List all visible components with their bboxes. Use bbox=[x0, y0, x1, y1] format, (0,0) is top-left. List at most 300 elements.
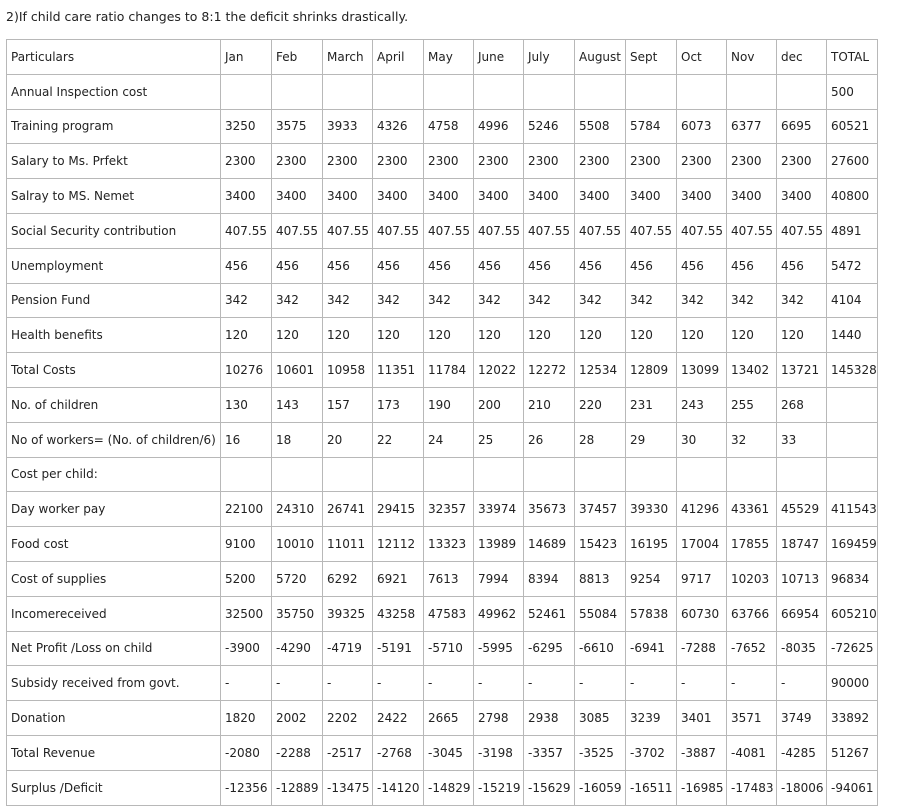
table-cell: 6073 bbox=[677, 109, 727, 144]
table-cell: -3702 bbox=[626, 735, 677, 770]
table-cell: - bbox=[221, 666, 272, 701]
table-row bbox=[7, 283, 878, 318]
table-cell: 2300 bbox=[373, 144, 424, 179]
table-cell: -5995 bbox=[474, 631, 524, 666]
table-cell: -94061 bbox=[827, 770, 878, 805]
table-cell: 3575 bbox=[272, 109, 323, 144]
column-header: Sept bbox=[626, 40, 677, 75]
table-cell: 407.55 bbox=[474, 213, 524, 248]
table-cell: 4996 bbox=[474, 109, 524, 144]
table-cell bbox=[221, 74, 272, 109]
table-cell: 29415 bbox=[373, 492, 424, 527]
table-cell: 3250 bbox=[221, 109, 272, 144]
table-cell: 9254 bbox=[626, 561, 677, 596]
table-cell: 45529 bbox=[777, 492, 827, 527]
table-cell: 7613 bbox=[424, 561, 474, 596]
table-cell: 24 bbox=[424, 422, 474, 457]
table-cell: -3525 bbox=[575, 735, 626, 770]
table-cell: 96834 bbox=[827, 561, 878, 596]
table-cell: 120 bbox=[626, 318, 677, 353]
table-cell: -12889 bbox=[272, 770, 323, 805]
table-cell bbox=[272, 74, 323, 109]
table-cell: 2422 bbox=[373, 701, 424, 736]
table-cell: 3400 bbox=[626, 179, 677, 214]
table-cell: 32357 bbox=[424, 492, 474, 527]
table-cell: 342 bbox=[323, 283, 373, 318]
table-cell: 30 bbox=[677, 422, 727, 457]
table-cell: 13989 bbox=[474, 527, 524, 562]
table-cell: 200 bbox=[474, 387, 524, 422]
table-cell: 10713 bbox=[777, 561, 827, 596]
table-cell bbox=[272, 457, 323, 492]
table-cell bbox=[727, 74, 777, 109]
table-cell bbox=[221, 457, 272, 492]
table-cell: 120 bbox=[373, 318, 424, 353]
table-cell: 51267 bbox=[827, 735, 878, 770]
table-cell: 39330 bbox=[626, 492, 677, 527]
table-cell: 342 bbox=[221, 283, 272, 318]
row-label: Unemployment bbox=[7, 248, 221, 283]
table-cell bbox=[827, 422, 878, 457]
table-cell: 407.55 bbox=[323, 213, 373, 248]
table-cell bbox=[575, 457, 626, 492]
table-cell: -2768 bbox=[373, 735, 424, 770]
header-row bbox=[7, 40, 878, 75]
table-cell: 32500 bbox=[221, 596, 272, 631]
table-cell: 20 bbox=[323, 422, 373, 457]
table-cell: -18006 bbox=[777, 770, 827, 805]
table-cell: 8394 bbox=[524, 561, 575, 596]
table-cell: -6941 bbox=[626, 631, 677, 666]
table-cell: 3400 bbox=[323, 179, 373, 214]
table-cell bbox=[626, 457, 677, 492]
table-cell bbox=[777, 74, 827, 109]
row-label: Subsidy received from govt. bbox=[7, 666, 221, 701]
table-cell: 3400 bbox=[272, 179, 323, 214]
table-cell: 2798 bbox=[474, 701, 524, 736]
table-cell: 6377 bbox=[727, 109, 777, 144]
table-cell: 500 bbox=[827, 74, 878, 109]
table-cell: 11351 bbox=[373, 353, 424, 388]
table-cell: -3045 bbox=[424, 735, 474, 770]
table-cell: 2300 bbox=[677, 144, 727, 179]
row-label: Total Costs bbox=[7, 353, 221, 388]
table-cell: 17855 bbox=[727, 527, 777, 562]
table-cell: 3400 bbox=[373, 179, 424, 214]
table-cell: 13402 bbox=[727, 353, 777, 388]
table-cell: 14689 bbox=[524, 527, 575, 562]
table-cell: 49962 bbox=[474, 596, 524, 631]
table-cell: 3400 bbox=[777, 179, 827, 214]
table-cell: -2517 bbox=[323, 735, 373, 770]
row-label: Donation bbox=[7, 701, 221, 736]
table-cell: 33 bbox=[777, 422, 827, 457]
table-cell: 3239 bbox=[626, 701, 677, 736]
table-cell: 407.55 bbox=[424, 213, 474, 248]
table-cell: -3900 bbox=[221, 631, 272, 666]
table-cell: 10276 bbox=[221, 353, 272, 388]
table-cell: -16511 bbox=[626, 770, 677, 805]
row-label: Annual Inspection cost bbox=[7, 74, 221, 109]
table-cell: 2300 bbox=[524, 144, 575, 179]
row-label: No of workers= (No. of children/6) bbox=[7, 422, 221, 457]
table-cell: 5200 bbox=[221, 561, 272, 596]
table-cell: - bbox=[677, 666, 727, 701]
table-cell: 6921 bbox=[373, 561, 424, 596]
table-cell: 40800 bbox=[827, 179, 878, 214]
table-cell: 22100 bbox=[221, 492, 272, 527]
table-cell: 8813 bbox=[575, 561, 626, 596]
table-cell: 407.55 bbox=[677, 213, 727, 248]
row-label: Cost of supplies bbox=[7, 561, 221, 596]
column-header: Nov bbox=[727, 40, 777, 75]
table-cell: -72625 bbox=[827, 631, 878, 666]
table-cell: 342 bbox=[727, 283, 777, 318]
table-cell: -4081 bbox=[727, 735, 777, 770]
row-label: Net Profit /Loss on child bbox=[7, 631, 221, 666]
table-cell: 130 bbox=[221, 387, 272, 422]
table-cell: 22 bbox=[373, 422, 424, 457]
table-cell: 6695 bbox=[777, 109, 827, 144]
table-cell: 2300 bbox=[474, 144, 524, 179]
table-cell: -4719 bbox=[323, 631, 373, 666]
table-cell: 120 bbox=[221, 318, 272, 353]
table-cell: 2300 bbox=[575, 144, 626, 179]
column-header: June bbox=[474, 40, 524, 75]
table-cell: 342 bbox=[424, 283, 474, 318]
table-cell: 407.55 bbox=[575, 213, 626, 248]
table-cell: 2300 bbox=[727, 144, 777, 179]
table-cell bbox=[474, 74, 524, 109]
table-cell: 35673 bbox=[524, 492, 575, 527]
table-cell: 12272 bbox=[524, 353, 575, 388]
table-cell: 120 bbox=[677, 318, 727, 353]
table-cell: 32 bbox=[727, 422, 777, 457]
budget-table bbox=[6, 39, 878, 806]
table-cell: -7652 bbox=[727, 631, 777, 666]
table-cell: 5246 bbox=[524, 109, 575, 144]
table-row bbox=[7, 561, 878, 596]
table-cell: - bbox=[323, 666, 373, 701]
table-cell: -12356 bbox=[221, 770, 272, 805]
table-cell bbox=[575, 74, 626, 109]
table-row bbox=[7, 666, 878, 701]
table-cell: 4891 bbox=[827, 213, 878, 248]
table-row bbox=[7, 109, 878, 144]
table-cell: 268 bbox=[777, 387, 827, 422]
table-cell: 5472 bbox=[827, 248, 878, 283]
table-cell: 456 bbox=[323, 248, 373, 283]
column-header: Feb bbox=[272, 40, 323, 75]
table-cell: 2938 bbox=[524, 701, 575, 736]
table-cell: -16059 bbox=[575, 770, 626, 805]
table-cell: 25 bbox=[474, 422, 524, 457]
column-header: Particulars bbox=[7, 40, 221, 75]
table-cell: 210 bbox=[524, 387, 575, 422]
table-cell bbox=[524, 74, 575, 109]
table-cell: -17483 bbox=[727, 770, 777, 805]
table-cell: 29 bbox=[626, 422, 677, 457]
table-cell: 12534 bbox=[575, 353, 626, 388]
table-cell: 26741 bbox=[323, 492, 373, 527]
table-cell: 120 bbox=[323, 318, 373, 353]
table-cell: -5710 bbox=[424, 631, 474, 666]
table-row bbox=[7, 248, 878, 283]
table-cell: - bbox=[373, 666, 424, 701]
table-cell: -15219 bbox=[474, 770, 524, 805]
table-cell: 37457 bbox=[575, 492, 626, 527]
column-header: March bbox=[323, 40, 373, 75]
table-cell: - bbox=[272, 666, 323, 701]
table-cell: 456 bbox=[474, 248, 524, 283]
table-row bbox=[7, 770, 878, 805]
table-cell: 1440 bbox=[827, 318, 878, 353]
table-cell: - bbox=[575, 666, 626, 701]
row-label: Salary to Ms. Prfekt bbox=[7, 144, 221, 179]
table-cell: -6295 bbox=[524, 631, 575, 666]
table-cell: - bbox=[424, 666, 474, 701]
table-cell: 4758 bbox=[424, 109, 474, 144]
table-cell: 190 bbox=[424, 387, 474, 422]
table-cell: 27600 bbox=[827, 144, 878, 179]
table-cell: 407.55 bbox=[524, 213, 575, 248]
table-cell bbox=[677, 74, 727, 109]
table-cell bbox=[424, 74, 474, 109]
table-cell: 120 bbox=[575, 318, 626, 353]
table-cell: 24310 bbox=[272, 492, 323, 527]
table-cell: 28 bbox=[575, 422, 626, 457]
table-cell bbox=[424, 457, 474, 492]
table-row bbox=[7, 353, 878, 388]
table-cell: 407.55 bbox=[272, 213, 323, 248]
table-cell: - bbox=[727, 666, 777, 701]
table-cell: 2665 bbox=[424, 701, 474, 736]
table-cell: 60521 bbox=[827, 109, 878, 144]
table-row bbox=[7, 179, 878, 214]
table-cell: 255 bbox=[727, 387, 777, 422]
table-cell: 13721 bbox=[777, 353, 827, 388]
table-cell: 43361 bbox=[727, 492, 777, 527]
table-cell: 26 bbox=[524, 422, 575, 457]
table-cell: 342 bbox=[626, 283, 677, 318]
row-label: Cost per child: bbox=[7, 457, 221, 492]
table-cell: 4326 bbox=[373, 109, 424, 144]
table-cell: 3085 bbox=[575, 701, 626, 736]
table-cell: 3571 bbox=[727, 701, 777, 736]
table-cell: 120 bbox=[272, 318, 323, 353]
table-row bbox=[7, 631, 878, 666]
table-cell: 5784 bbox=[626, 109, 677, 144]
table-cell bbox=[323, 457, 373, 492]
table-cell: 157 bbox=[323, 387, 373, 422]
table-cell: 456 bbox=[575, 248, 626, 283]
table-cell bbox=[727, 457, 777, 492]
table-cell: -7288 bbox=[677, 631, 727, 666]
table-cell: 39325 bbox=[323, 596, 373, 631]
table-cell: 18 bbox=[272, 422, 323, 457]
table-cell: -4290 bbox=[272, 631, 323, 666]
table-cell: 13099 bbox=[677, 353, 727, 388]
table-cell bbox=[323, 74, 373, 109]
row-label: Surplus /Deficit bbox=[7, 770, 221, 805]
table-cell: -16985 bbox=[677, 770, 727, 805]
row-label: Social Security contribution bbox=[7, 213, 221, 248]
table-cell: 411543 bbox=[827, 492, 878, 527]
table-cell: 2002 bbox=[272, 701, 323, 736]
table-cell: - bbox=[626, 666, 677, 701]
table-cell: 220 bbox=[575, 387, 626, 422]
table-cell: 456 bbox=[626, 248, 677, 283]
table-cell: 5508 bbox=[575, 109, 626, 144]
table-cell: 7994 bbox=[474, 561, 524, 596]
table-cell: 407.55 bbox=[221, 213, 272, 248]
table-cell: -6610 bbox=[575, 631, 626, 666]
table-row bbox=[7, 144, 878, 179]
table-row bbox=[7, 701, 878, 736]
table-cell: 9717 bbox=[677, 561, 727, 596]
column-header: August bbox=[575, 40, 626, 75]
table-cell: 9100 bbox=[221, 527, 272, 562]
table-cell: 43258 bbox=[373, 596, 424, 631]
table-cell: -8035 bbox=[777, 631, 827, 666]
table-row bbox=[7, 527, 878, 562]
table-cell: 2300 bbox=[221, 144, 272, 179]
table-cell: 456 bbox=[524, 248, 575, 283]
column-header: TOTAL bbox=[827, 40, 878, 75]
table-cell bbox=[777, 457, 827, 492]
table-cell: 17004 bbox=[677, 527, 727, 562]
table-cell: 3400 bbox=[424, 179, 474, 214]
table-cell: 407.55 bbox=[626, 213, 677, 248]
table-cell: 16 bbox=[221, 422, 272, 457]
table-cell: 1820 bbox=[221, 701, 272, 736]
table-cell: 33974 bbox=[474, 492, 524, 527]
table-cell: 33892 bbox=[827, 701, 878, 736]
table-row bbox=[7, 74, 878, 109]
table-cell: 12809 bbox=[626, 353, 677, 388]
table-row bbox=[7, 596, 878, 631]
table-cell bbox=[677, 457, 727, 492]
table-cell: 3400 bbox=[727, 179, 777, 214]
table-cell: 35750 bbox=[272, 596, 323, 631]
table-cell: 231 bbox=[626, 387, 677, 422]
table-cell: -14120 bbox=[373, 770, 424, 805]
table-cell bbox=[524, 457, 575, 492]
table-cell: 13323 bbox=[424, 527, 474, 562]
table-cell: 2300 bbox=[323, 144, 373, 179]
table-cell: -13475 bbox=[323, 770, 373, 805]
column-header: Oct bbox=[677, 40, 727, 75]
table-cell: 2300 bbox=[272, 144, 323, 179]
column-header: April bbox=[373, 40, 424, 75]
row-label: No. of children bbox=[7, 387, 221, 422]
row-label: Total Revenue bbox=[7, 735, 221, 770]
table-cell: -3887 bbox=[677, 735, 727, 770]
table-cell: -15629 bbox=[524, 770, 575, 805]
table-cell: 342 bbox=[524, 283, 575, 318]
table-cell: 52461 bbox=[524, 596, 575, 631]
table-cell: 2300 bbox=[777, 144, 827, 179]
table-cell: 2300 bbox=[424, 144, 474, 179]
table-cell: 10203 bbox=[727, 561, 777, 596]
table-cell: 16195 bbox=[626, 527, 677, 562]
table-cell: 407.55 bbox=[777, 213, 827, 248]
table-cell: - bbox=[474, 666, 524, 701]
table-cell bbox=[373, 457, 424, 492]
row-label: Food cost bbox=[7, 527, 221, 562]
table-cell: 3749 bbox=[777, 701, 827, 736]
table-cell: 57838 bbox=[626, 596, 677, 631]
table-cell bbox=[827, 387, 878, 422]
table-cell: 120 bbox=[777, 318, 827, 353]
row-label: Day worker pay bbox=[7, 492, 221, 527]
table-cell: 342 bbox=[777, 283, 827, 318]
table-cell: 456 bbox=[424, 248, 474, 283]
table-cell: 10958 bbox=[323, 353, 373, 388]
table-cell: 3401 bbox=[677, 701, 727, 736]
table-cell: -3198 bbox=[474, 735, 524, 770]
table-cell: - bbox=[777, 666, 827, 701]
table-cell: 342 bbox=[575, 283, 626, 318]
table-row bbox=[7, 735, 878, 770]
table-cell: 3400 bbox=[474, 179, 524, 214]
table-cell: 2202 bbox=[323, 701, 373, 736]
table-cell: 3400 bbox=[575, 179, 626, 214]
table-cell bbox=[373, 74, 424, 109]
table-cell: -2288 bbox=[272, 735, 323, 770]
table-cell: 10601 bbox=[272, 353, 323, 388]
table-cell: 55084 bbox=[575, 596, 626, 631]
row-label: Incomereceived bbox=[7, 596, 221, 631]
table-row bbox=[7, 213, 878, 248]
table-cell: 169459 bbox=[827, 527, 878, 562]
table-cell: 173 bbox=[373, 387, 424, 422]
table-row bbox=[7, 492, 878, 527]
page-heading: 2)If child care ratio changes to 8:1 the deficit shrinks drastically. bbox=[6, 9, 409, 24]
table-cell bbox=[474, 457, 524, 492]
table-cell: 605210 bbox=[827, 596, 878, 631]
column-header: July bbox=[524, 40, 575, 75]
row-label: Pension Fund bbox=[7, 283, 221, 318]
table-cell: 12022 bbox=[474, 353, 524, 388]
table-cell: 5720 bbox=[272, 561, 323, 596]
table-cell: -5191 bbox=[373, 631, 424, 666]
table-cell: 342 bbox=[677, 283, 727, 318]
table-cell: -14829 bbox=[424, 770, 474, 805]
table-cell: 342 bbox=[474, 283, 524, 318]
table-cell: 2300 bbox=[626, 144, 677, 179]
table-cell: 456 bbox=[221, 248, 272, 283]
table-cell: 90000 bbox=[827, 666, 878, 701]
row-label: Training program bbox=[7, 109, 221, 144]
row-label: Salray to MS. Nemet bbox=[7, 179, 221, 214]
table-cell: 3933 bbox=[323, 109, 373, 144]
table-cell: -2080 bbox=[221, 735, 272, 770]
column-header: May bbox=[424, 40, 474, 75]
table-cell: 342 bbox=[272, 283, 323, 318]
table-cell: 456 bbox=[272, 248, 323, 283]
table-cell: 11784 bbox=[424, 353, 474, 388]
row-label: Health benefits bbox=[7, 318, 221, 353]
table-cell: 18747 bbox=[777, 527, 827, 562]
table-cell: 11011 bbox=[323, 527, 373, 562]
column-header: dec bbox=[777, 40, 827, 75]
table-cell bbox=[626, 74, 677, 109]
table-cell: 3400 bbox=[524, 179, 575, 214]
table-cell: 12112 bbox=[373, 527, 424, 562]
table-row bbox=[7, 422, 878, 457]
table-cell: 10010 bbox=[272, 527, 323, 562]
